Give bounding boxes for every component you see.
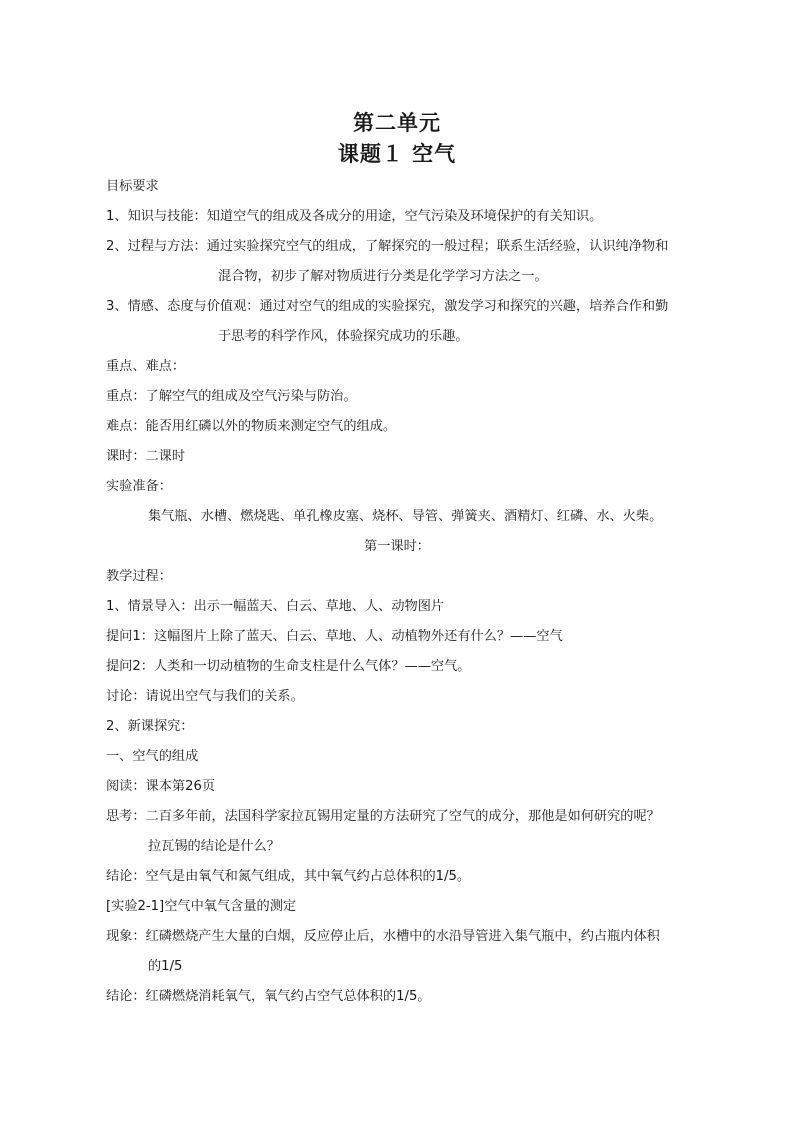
paragraph-line: 难点：能否用红磷以外的物质来测定空气的组成。	[106, 419, 397, 434]
paragraph-line: 结论：红磷燃烧消耗氧气，氧气约占空气总体积的1/5。	[106, 989, 431, 1004]
paragraph-line: 2、新课探究：	[106, 719, 194, 734]
paragraph-line: 现象：红磷燃烧产生大量的白烟，反应停止后，水槽中的水沿导管进入集气瓶中，约占瓶内体积	[106, 929, 660, 944]
paragraph-line: 提问2：人类和一切动植物的生命支柱是什么气体？——空气。	[106, 659, 471, 674]
paragraph-line: 思考：二百多年前，法国科学家拉瓦锡用定量的方法研究了空气的成分，那他是如何研究的呢？	[106, 809, 660, 824]
section-heading: [实验2-1]空气中氧气含量的测定	[106, 899, 297, 914]
section-heading: 教学过程：	[106, 569, 172, 584]
paragraph-line: 结论：空气是由氧气和氮气组成，其中氧气约占总体积的1/5。	[106, 869, 471, 884]
unit-title: 第二单元	[353, 110, 441, 135]
paragraph-line: 2、过程与方法：通过实验探究空气的组成，了解探究的一般过程；联系生活经验，认识纯净物和	[106, 239, 669, 254]
section-heading: 目标要求	[106, 179, 159, 194]
paragraph-line: 课时：二课时	[106, 449, 186, 464]
paragraph-line: 重点：了解空气的组成及空气污染与防治。	[106, 389, 357, 404]
paragraph-line: 1、情景导入：出示一幅蓝天、白云、草地、人、动物图片	[106, 599, 445, 614]
paragraph-line: 3、情感、态度与价值观：通过对空气的组成的实验探究，激发学习和探究的兴趣，培养合作和勤	[106, 299, 669, 314]
paragraph-line: 的1/5	[148, 959, 183, 974]
section-heading: 实验准备：	[106, 479, 172, 494]
paragraph-line: 混合物，初步了解对物质进行分类是化学学习方法之一。	[218, 269, 548, 284]
paragraph-line: 1、知识与技能：知道空气的组成及各成分的用途，空气污染及环境保护的有关知识。	[106, 209, 603, 224]
paragraph-line: 讨论：请说出空气与我们的关系。	[106, 689, 304, 704]
paragraph-line: 阅读：课本第26页	[106, 779, 216, 794]
section-heading: 一、空气的组成	[106, 749, 199, 764]
paragraph-line: 集气瓶、水槽、燃烧匙、单孔橡皮塞、烧杯、导管、弹簧夹、酒精灯、红磷、水、火柴。	[148, 509, 663, 524]
paragraph-line: 于思考的科学作风，体验探究成功的乐趣。	[218, 329, 469, 344]
paragraph-line: 提问1：这幅图片上除了蓝天、白云、草地、人、动植物外还有什么？——空气	[106, 629, 563, 644]
paragraph-line: 拉瓦锡的结论是什么？	[148, 839, 280, 854]
section-heading: 重点、难点：	[106, 359, 186, 374]
lesson-title: 课题１ 空气	[337, 141, 457, 166]
section-heading: 第一课时：	[364, 539, 430, 554]
